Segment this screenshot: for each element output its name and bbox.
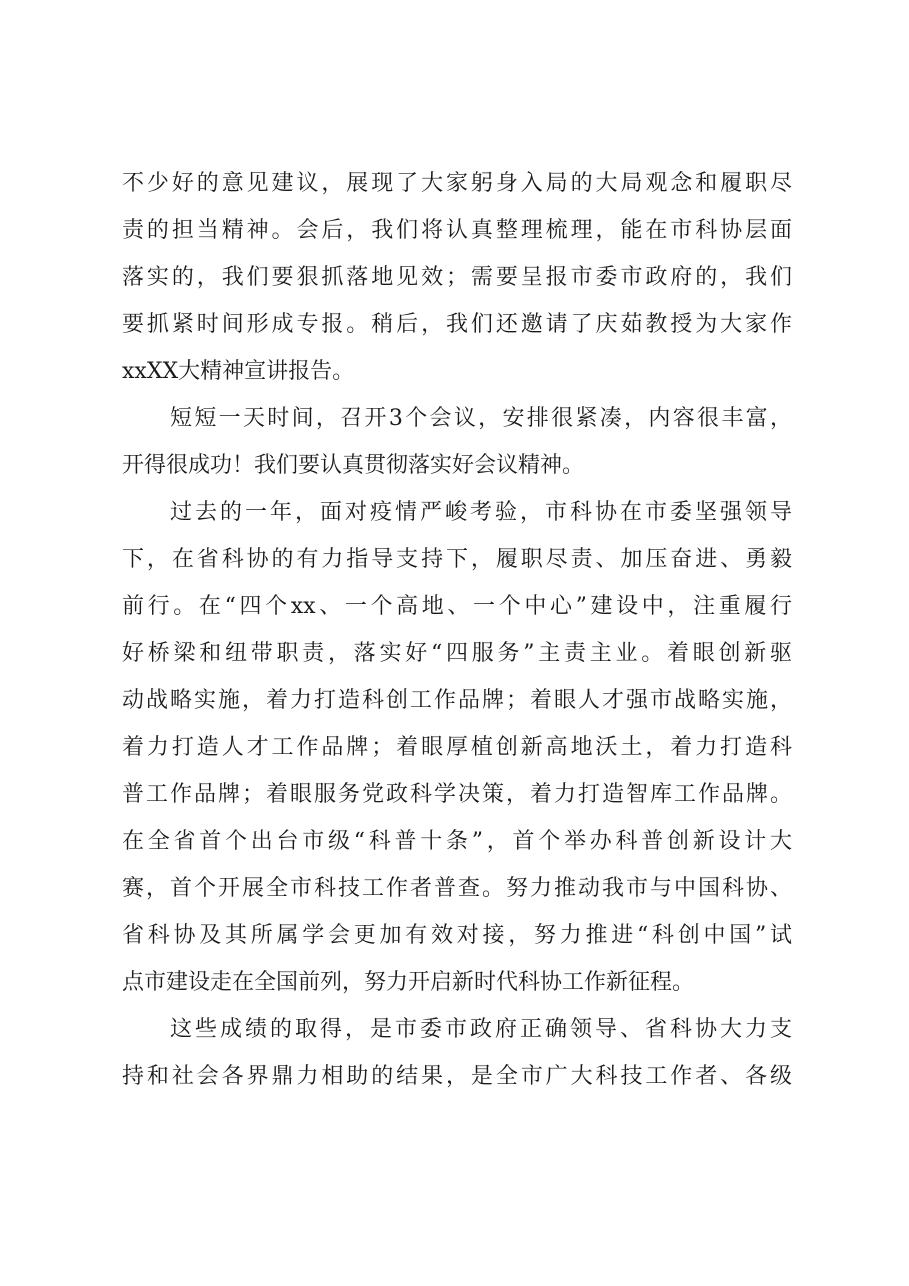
text-line: 好桥梁和纽带职责，落实好“四服务”主责主业。着眼创新驱: [122, 641, 792, 666]
text-line: 着力打造人才工作品牌；着眼厚植创新高地沃土，着力打造科: [122, 735, 792, 760]
paragraph-2: [122, 395, 792, 489]
text-line: 动战略实施，着力打造科创工作品牌；着眼人才强市战略实施，: [122, 688, 792, 713]
text-line: 要抓紧时间形成专报。稍后，我们还邀请了庆茹教授为大家作: [122, 312, 792, 337]
text-line: 短短一天时间，召开3个会议，安排很紧凑，内容很丰富，: [170, 406, 792, 431]
paragraph-3: [122, 489, 792, 1006]
paragraph-1: [122, 160, 792, 395]
text-line: 赛，首个开展全市科技工作者普查。努力推动我市与中国科协、: [122, 876, 792, 901]
text-line: 开得很成功！我们要认真贯彻落实好会议精神。: [122, 453, 585, 478]
text-line: 持和社会各界鼎力相助的结果，是全市广大科技工作者、各级: [122, 1064, 792, 1089]
text-line: 落实的，我们要狠抓落地见效；需要呈报市委市政府的，我们: [122, 265, 792, 290]
text-line: 这些成绩的取得，是市委市政府正确领导、省科协大力支: [170, 1017, 792, 1042]
text-line: xxXX大精神宣讲报告。: [122, 359, 355, 384]
text-line: 过去的一年，面对疫情严峻考验，市科协在市委坚强领导: [170, 500, 792, 525]
text-line: 点市建设走在全国前列，努力开启新时代科协工作新征程。: [122, 970, 695, 995]
text-line: 前行。在“四个xx、一个高地、一个中心”建设中，注重履行: [122, 594, 792, 619]
text-line: 省科协及其所属学会更加有效对接，努力推进“科创中国”试: [122, 923, 792, 948]
text-line: 不少好的意见建议，展现了大家躬身入局的大局观念和履职尽: [122, 171, 792, 196]
text-line: 下，在省科协的有力指导支持下，履职尽责、加压奋进、勇毅: [122, 547, 792, 572]
text-line: 责的担当精神。会后，我们将认真整理梳理，能在市科协层面: [122, 218, 792, 243]
text-line: 普工作品牌；着眼服务党政科学决策，着力打造智库工作品牌。: [122, 782, 792, 807]
document-body: [122, 160, 792, 1100]
paragraph-4: [122, 1006, 792, 1100]
text-line: 在全省首个出台市级“科普十条”，首个举办科普创新设计大: [122, 829, 792, 854]
